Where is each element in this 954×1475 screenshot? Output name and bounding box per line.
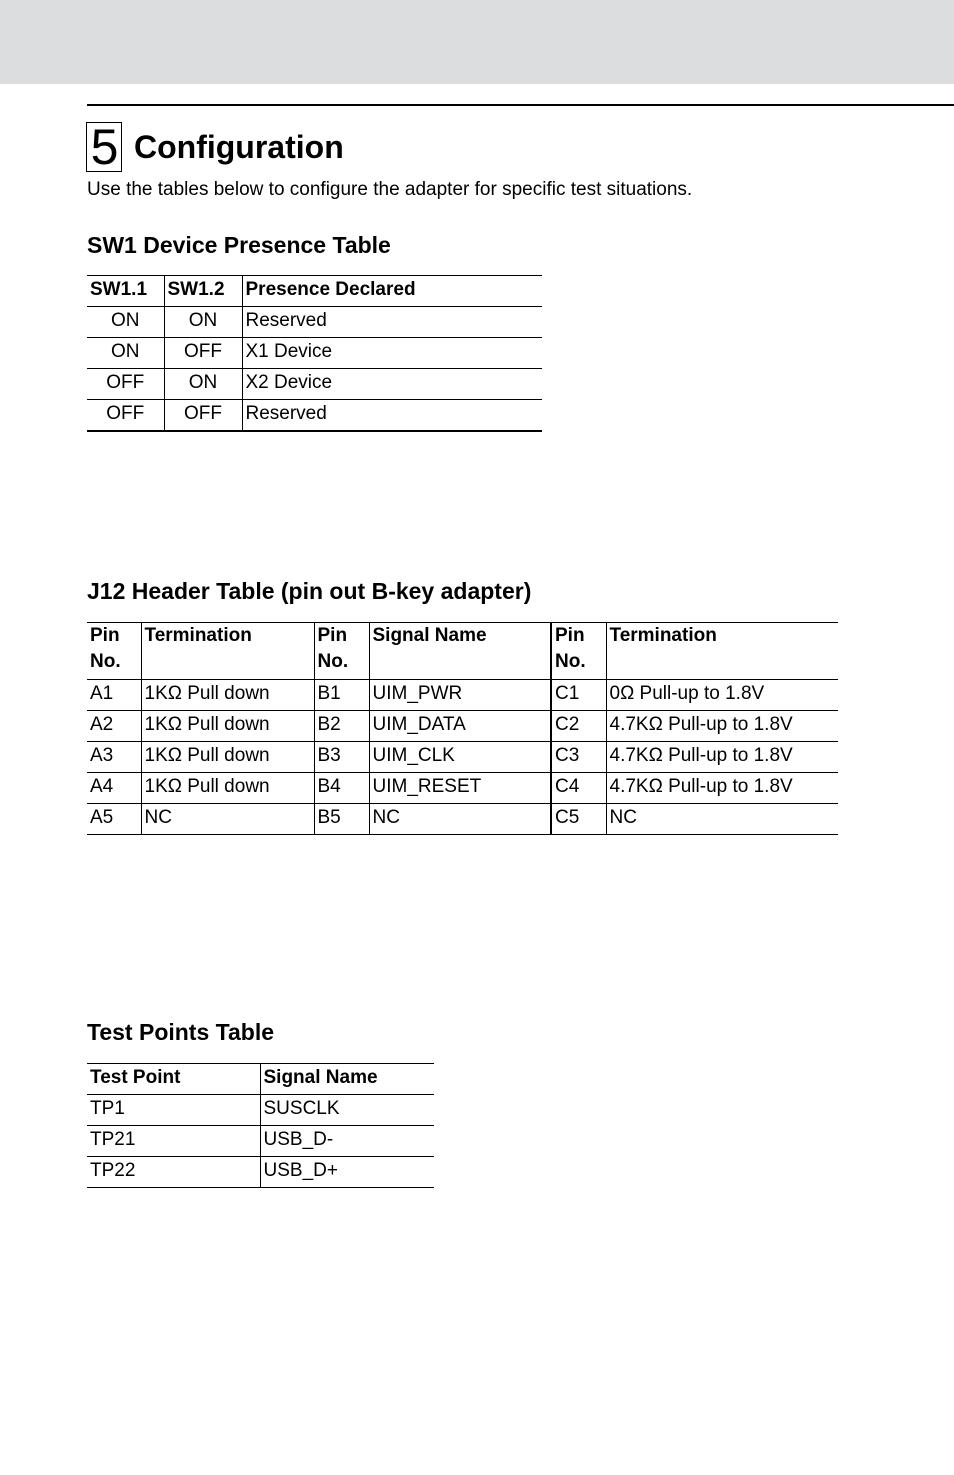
table-cell: Reserved: [242, 400, 542, 431]
table-cell: 1KΩ Pull down: [141, 711, 314, 742]
table-cell: ON: [164, 369, 242, 400]
table-cell: C5: [551, 804, 606, 835]
table-row: [87, 1126, 434, 1157]
j12-heading: J12 Header Table (pin out B-key adapter): [87, 578, 532, 604]
table-row: [87, 773, 838, 804]
table-cell: C2: [551, 711, 606, 742]
table-row: [87, 711, 838, 742]
page-header-band: [0, 0, 954, 84]
table-row: [87, 307, 542, 338]
table-cell: 0Ω Pull-up to 1.8V: [606, 680, 838, 711]
table-cell: C3: [551, 742, 606, 773]
table-cell: NC: [606, 804, 838, 835]
table-cell: TP21: [87, 1126, 260, 1157]
table-cell: B2: [314, 711, 369, 742]
table-cell: C4: [551, 773, 606, 804]
intro-paragraph: Use the tables below to configure the adapter for specific test situations.: [87, 179, 693, 200]
test-points-table: [87, 1063, 434, 1188]
test-points-col-header: Signal Name: [260, 1064, 434, 1095]
sw1-col-header: SW1.1: [87, 276, 164, 307]
table-cell: B1: [314, 680, 369, 711]
chapter-title: Configuration: [134, 129, 344, 165]
test-points-header-row: [87, 1064, 434, 1095]
table-cell: UIM_CLK: [369, 742, 551, 773]
table-cell: A3: [87, 742, 141, 773]
table-cell: X1 Device: [242, 338, 542, 369]
table-cell: UIM_RESET: [369, 773, 551, 804]
table-cell: SUSCLK: [260, 1095, 434, 1126]
j12-col-header: Signal Name: [369, 623, 551, 680]
j12-col-header: Pin No.: [551, 623, 606, 680]
sw1-col-header: SW1.2: [164, 276, 242, 307]
table-cell: USB_D-: [260, 1126, 434, 1157]
table-cell: OFF: [164, 400, 242, 431]
chapter-heading: [86, 122, 344, 172]
table-cell: OFF: [87, 369, 164, 400]
table-cell: OFF: [87, 400, 164, 431]
table-cell: 1KΩ Pull down: [141, 680, 314, 711]
table-row: [87, 400, 542, 431]
sw1-table: [87, 275, 542, 432]
test-points-heading: Test Points Table: [87, 1019, 275, 1045]
table-cell: 4.7KΩ Pull-up to 1.8V: [606, 773, 838, 804]
table-cell: NC: [141, 804, 314, 835]
test-points-col-header: Test Point: [87, 1064, 260, 1095]
table-cell: A4: [87, 773, 141, 804]
table-row: [87, 742, 838, 773]
table-cell: C1: [551, 680, 606, 711]
table-cell: 4.7KΩ Pull-up to 1.8V: [606, 711, 838, 742]
header-rule: [87, 104, 954, 106]
table-cell: B4: [314, 773, 369, 804]
sw1-header-row: [87, 276, 542, 307]
table-cell: A2: [87, 711, 141, 742]
table-cell: 1KΩ Pull down: [141, 773, 314, 804]
table-cell: X2 Device: [242, 369, 542, 400]
table-cell: ON: [164, 307, 242, 338]
j12-col-header: Pin No.: [87, 623, 141, 680]
table-cell: USB_D+: [260, 1157, 434, 1188]
table-cell: A1: [87, 680, 141, 711]
table-cell: ON: [87, 307, 164, 338]
table-row: [87, 1157, 434, 1188]
table-cell: ON: [87, 338, 164, 369]
table-row: [87, 804, 838, 835]
table-row: [87, 369, 542, 400]
sw1-col-header: Presence Declared: [242, 276, 542, 307]
table-row: [87, 680, 838, 711]
table-cell: TP1: [87, 1095, 260, 1126]
table-cell: UIM_PWR: [369, 680, 551, 711]
sw1-heading: SW1 Device Presence Table: [87, 232, 391, 258]
table-row: [87, 1095, 434, 1126]
table-cell: NC: [369, 804, 551, 835]
table-cell: Reserved: [242, 307, 542, 338]
j12-col-header: Termination: [141, 623, 314, 680]
table-cell: A5: [87, 804, 141, 835]
table-cell: B5: [314, 804, 369, 835]
j12-col-header: Pin No.: [314, 623, 369, 680]
table-cell: OFF: [164, 338, 242, 369]
j12-col-header: Termination: [606, 623, 838, 680]
table-cell: B3: [314, 742, 369, 773]
table-cell: TP22: [87, 1157, 260, 1188]
table-cell: UIM_DATA: [369, 711, 551, 742]
chapter-number: 5: [86, 122, 122, 172]
j12-table: [87, 622, 838, 835]
table-cell: 1KΩ Pull down: [141, 742, 314, 773]
j12-header-row: [87, 623, 838, 680]
table-row: [87, 338, 542, 369]
table-cell: 4.7KΩ Pull-up to 1.8V: [606, 742, 838, 773]
